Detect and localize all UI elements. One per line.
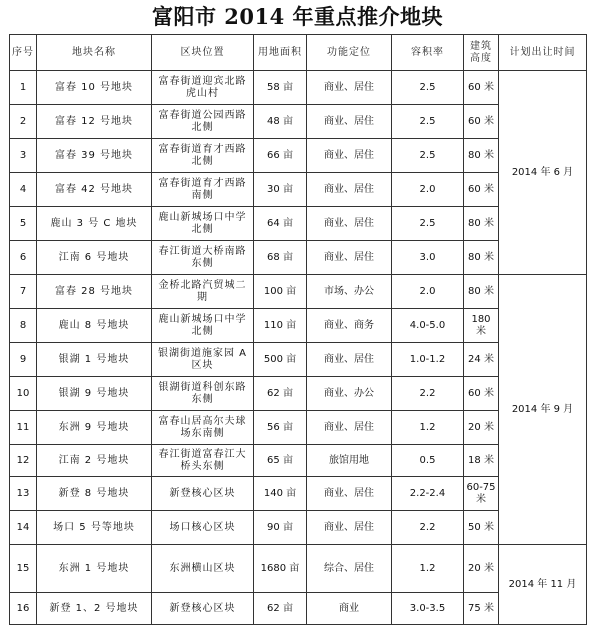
cell-name: 富春 39 号地块	[37, 139, 152, 173]
cell-area: 64 亩	[254, 207, 307, 241]
cell-height: 24 米	[464, 343, 499, 377]
cell-name: 江南 2 号地块	[37, 445, 152, 477]
cell-function: 市场、办公	[307, 275, 392, 309]
cell-height: 80 米	[464, 207, 499, 241]
cell-name: 鹿山 8 号地块	[37, 309, 152, 343]
cell-function: 商业、居住	[307, 411, 392, 445]
cell-no: 11	[10, 411, 37, 445]
cell-no: 9	[10, 343, 37, 377]
cell-far: 4.0-5.0	[392, 309, 464, 343]
cell-location: 富春街道公园西路北侧	[152, 105, 254, 139]
cell-far: 2.5	[392, 207, 464, 241]
cell-area: 68 亩	[254, 241, 307, 275]
cell-height: 60-75 米	[464, 477, 499, 511]
cell-area: 30 亩	[254, 173, 307, 207]
cell-area: 66 亩	[254, 139, 307, 173]
cell-function: 商业、商务	[307, 309, 392, 343]
cell-location: 富春街道迎宾北路虎山村	[152, 71, 254, 105]
cell-height: 60 米	[464, 105, 499, 139]
table-row	[10, 275, 587, 309]
cell-name: 场口 5 号等地块	[37, 511, 152, 545]
cell-height: 50 米	[464, 511, 499, 545]
cell-far: 2.2	[392, 511, 464, 545]
cell-name: 银湖 9 号地块	[37, 377, 152, 411]
cell-far: 2.2-2.4	[392, 477, 464, 511]
cell-location: 鹿山新城场口中学北侧	[152, 309, 254, 343]
cell-far: 3.0-3.5	[392, 593, 464, 625]
cell-height: 80 米	[464, 241, 499, 275]
cell-no: 6	[10, 241, 37, 275]
header-area: 用地面积	[254, 35, 307, 71]
cell-function: 商业、居住	[307, 477, 392, 511]
cell-function: 商业	[307, 593, 392, 625]
schedule-cell-november: 2014 年 11 月	[499, 545, 587, 625]
cell-function: 商业、居住	[307, 173, 392, 207]
cell-location: 新登核心区块	[152, 593, 254, 625]
cell-area: 62 亩	[254, 377, 307, 411]
cell-no: 10	[10, 377, 37, 411]
table-row	[10, 71, 587, 105]
cell-name: 富春 10 号地块	[37, 71, 152, 105]
cell-far: 1.0-1.2	[392, 343, 464, 377]
cell-no: 5	[10, 207, 37, 241]
cell-far: 1.2	[392, 411, 464, 445]
header-function: 功能定位	[307, 35, 392, 71]
cell-height: 75 米	[464, 593, 499, 625]
cell-name: 东洲 9 号地块	[37, 411, 152, 445]
cell-location: 富春街道育才西路南侧	[152, 173, 254, 207]
cell-name: 新登 1、2 号地块	[37, 593, 152, 625]
header-name: 地块名称	[37, 35, 152, 71]
cell-location: 新登核心区块	[152, 477, 254, 511]
cell-no: 16	[10, 593, 37, 625]
cell-location: 银湖街道科创东路东侧	[152, 377, 254, 411]
cell-far: 3.0	[392, 241, 464, 275]
cell-area: 90 亩	[254, 511, 307, 545]
cell-function: 旅馆用地	[307, 445, 392, 477]
cell-function: 商业、居住	[307, 241, 392, 275]
cell-height: 18 米	[464, 445, 499, 477]
cell-name: 新登 8 号地块	[37, 477, 152, 511]
header-no: 序号	[10, 35, 37, 71]
cell-function: 商业、办公	[307, 377, 392, 411]
cell-function: 综合、居住	[307, 545, 392, 593]
cell-height: 80 米	[464, 139, 499, 173]
cell-far: 2.0	[392, 173, 464, 207]
cell-height: 60 米	[464, 377, 499, 411]
cell-name: 银湖 1 号地块	[37, 343, 152, 377]
land-parcel-table	[9, 34, 587, 625]
cell-area: 56 亩	[254, 411, 307, 445]
cell-far: 0.5	[392, 445, 464, 477]
header-schedule: 计划出让时间	[499, 35, 587, 71]
cell-location: 鹿山新城场口中学北侧	[152, 207, 254, 241]
cell-far: 1.2	[392, 545, 464, 593]
cell-area: 100 亩	[254, 275, 307, 309]
cell-far: 2.5	[392, 71, 464, 105]
cell-area: 110 亩	[254, 309, 307, 343]
document-title: 富阳市 2014 年重点推介地块	[151, 4, 444, 29]
cell-no: 8	[10, 309, 37, 343]
schedule-cell-september: 2014 年 9 月	[499, 275, 587, 545]
cell-area: 1680 亩	[254, 545, 307, 593]
schedule-cell-june: 2014 年 6 月	[499, 71, 587, 275]
cell-no: 14	[10, 511, 37, 545]
header-location: 区块位置	[152, 35, 254, 71]
cell-function: 商业、居住	[307, 511, 392, 545]
cell-location: 场口核心区块	[152, 511, 254, 545]
cell-no: 2	[10, 105, 37, 139]
cell-function: 商业、居住	[307, 139, 392, 173]
header-far: 容积率	[392, 35, 464, 71]
cell-function: 商业、居住	[307, 207, 392, 241]
cell-name: 富春 42 号地块	[37, 173, 152, 207]
cell-location: 富春山居高尔夫球场东南侧	[152, 411, 254, 445]
cell-location: 金桥北路汽贸城二期	[152, 275, 254, 309]
cell-location: 东洲横山区块	[152, 545, 254, 593]
cell-height: 60 米	[464, 173, 499, 207]
cell-area: 58 亩	[254, 71, 307, 105]
cell-height: 20 米	[464, 545, 499, 593]
cell-height: 60 米	[464, 71, 499, 105]
cell-location: 春江街道大桥南路东侧	[152, 241, 254, 275]
cell-no: 13	[10, 477, 37, 511]
cell-function: 商业、居住	[307, 105, 392, 139]
cell-area: 500 亩	[254, 343, 307, 377]
cell-function: 商业、居住	[307, 343, 392, 377]
cell-name: 富春 12 号地块	[37, 105, 152, 139]
cell-name: 江南 6 号地块	[37, 241, 152, 275]
cell-far: 2.5	[392, 105, 464, 139]
cell-area: 62 亩	[254, 593, 307, 625]
cell-height: 80 米	[464, 275, 499, 309]
cell-area: 65 亩	[254, 445, 307, 477]
header-height: 建筑高度	[464, 35, 499, 71]
cell-location: 春江街道富春江大桥头东侧	[152, 445, 254, 477]
cell-no: 7	[10, 275, 37, 309]
cell-no: 12	[10, 445, 37, 477]
cell-location: 富春街道育才西路北侧	[152, 139, 254, 173]
cell-function: 商业、居住	[307, 71, 392, 105]
cell-no: 3	[10, 139, 37, 173]
cell-location: 银湖街道施家园 A 区块	[152, 343, 254, 377]
cell-far: 2.0	[392, 275, 464, 309]
table-row	[10, 545, 587, 593]
cell-far: 2.5	[392, 139, 464, 173]
cell-height: 20 米	[464, 411, 499, 445]
cell-area: 140 亩	[254, 477, 307, 511]
cell-height: 180 米	[464, 309, 499, 343]
cell-no: 1	[10, 71, 37, 105]
cell-no: 4	[10, 173, 37, 207]
header-row	[10, 35, 587, 71]
cell-name: 富春 28 号地块	[37, 275, 152, 309]
cell-name: 东洲 1 号地块	[37, 545, 152, 593]
cell-area: 48 亩	[254, 105, 307, 139]
cell-name: 鹿山 3 号 C 地块	[37, 207, 152, 241]
cell-no: 15	[10, 545, 37, 593]
cell-far: 2.2	[392, 377, 464, 411]
